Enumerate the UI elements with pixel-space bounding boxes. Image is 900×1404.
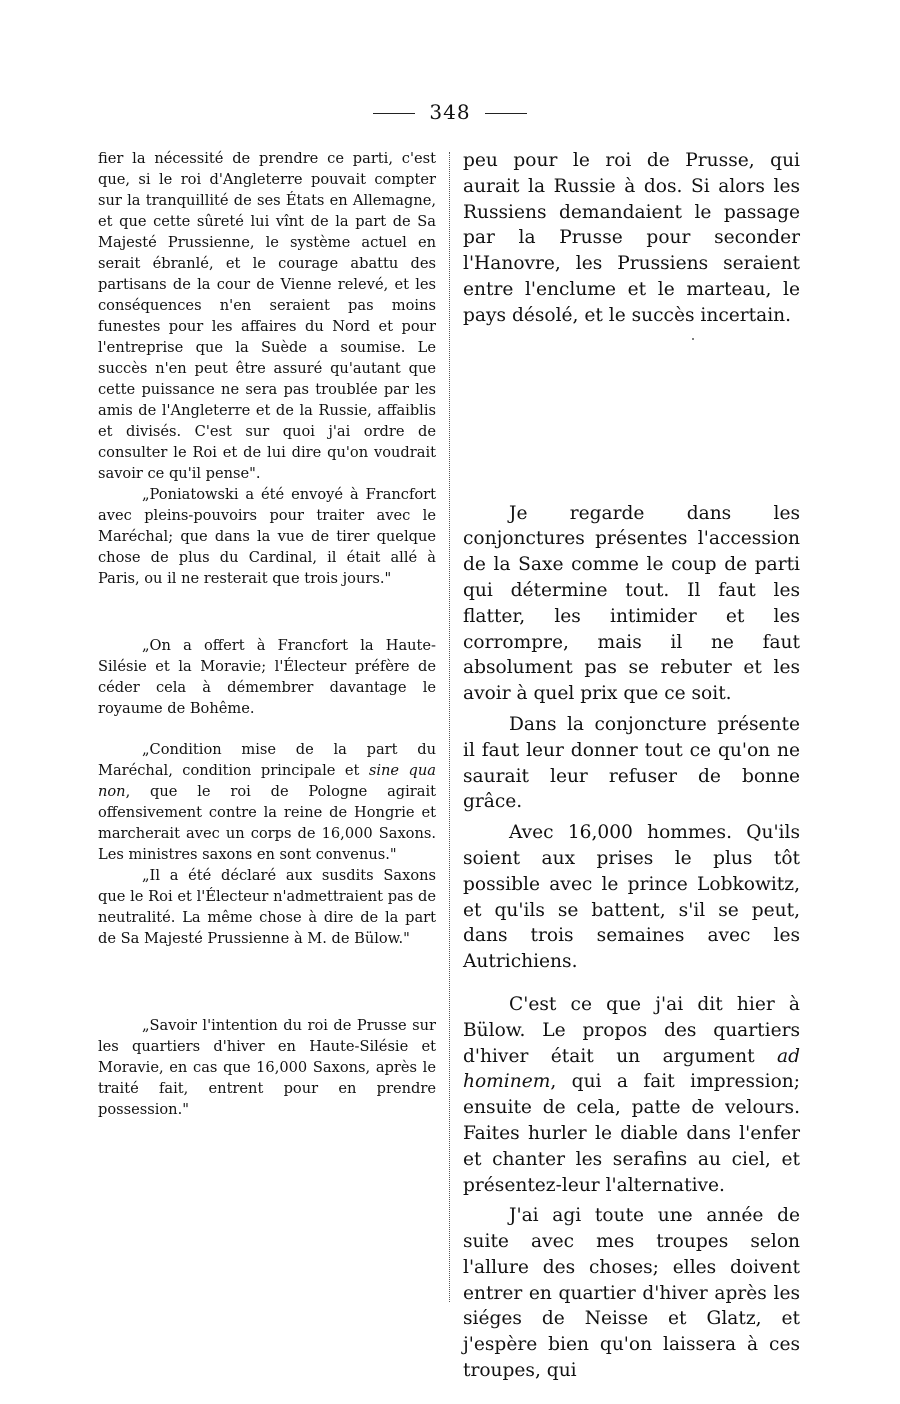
right-paragraph-6: J'ai agi toute une année de suite avec mes troupes selon l'allure des choses; elles doivent entrer en quartier d'hiver après les siéges de Neisse et Glatz, et j'espère bien qu'on laissera à ces troupes, qui [463, 1205, 800, 1382]
right-paragraph-3: Dans la conjoncture présente il faut leur donner tout ce qu'on ne saurait leur refuser de bonne grâce. [463, 713, 800, 813]
right-paragraph-5-text-a: C'est ce que j'ai dit hier à Bülow. Le propos des quartiers d'hiver était un argument [463, 993, 800, 1067]
left-paragraph-3: „On a offert à Francfort la Haute-Silésie et la Moravie; l'Électeur préfère de céder cela à démembrer davantage le royaume de Bohême. [98, 637, 436, 717]
header-rule-right [485, 113, 527, 114]
right-column [463, 148, 800, 1384]
left-paragraph-4-text-b: , que le roi de Pologne agirait offensivement contre la reine de Hongrie et marcherait avec un corps de 16,000 Saxons. Les ministres saxons en sont convenus." [98, 783, 436, 863]
right-paragraph-5-italic: ad hominem [463, 1045, 800, 1093]
page-number: 348 [429, 100, 471, 124]
left-paragraph-4 [98, 739, 436, 865]
right-paragraph-5-text-b: , qui a fait impression; ensuite de cela, patte de velours. Faites hurler le diable dans l'enfer et chanter les serafins au ciel, et présentez-leur l'alternative. [463, 1071, 800, 1196]
left-paragraph-1: fier la nécessité de prendre ce parti, c'est que, si le roi d'Angleterre pouvait compter sur la tranquillité de ses États en Allemagne, et que cette sûreté lui vînt de la part de Sa Majesté Prussienne, le système actuel en serait ébranlé, et le courage abattu des partisans de la cour de Vienne relevé, et les conséquences n'en seraient pas moins funestes pour les affaires du Nord et pour l'entreprise que la Suède a soumise. Le succès n'en peut être assuré qu'autant que cette puissance ne sera pas troublée par les amis de l'Angleterre et de la Russie, affaiblis et divisés. C'est sur quoi j'ai ordre de consulter le Roi et de lui dire qu'on voudrait savoir ce qu'il pense". [98, 150, 436, 482]
left-paragraph-2: „Poniatowski a été envoyé à Francfort avec pleins-pouvoirs pour traiter avec le Maréchal; que dans la vue de tirer quelque chose de plus du Cardinal, il était allé à Paris, ou il ne resterait que trois jours." [98, 486, 436, 587]
right-paragraph-5 [463, 992, 800, 1198]
left-column [98, 148, 436, 1120]
right-paragraph-1: peu pour le roi de Prusse, qui aurait la Russie à dos. Si alors les Russiens demandaient le passage par la Prusse pour seconder l'Hanovre, les Prussiens seraient entre l'enclume et le marteau, le pays désolé, et le succès incertain. [463, 150, 800, 326]
page-header [0, 100, 900, 124]
right-paragraph-2: Je regarde dans les conjonctures présentes l'accession de la Saxe comme le coup de parti qui détermine tout. Il faut les flatter, les intimider et les corrompre, mais il ne faut absolument pas se rebuter et les avoir à quel prix que ce soit. [463, 502, 800, 705]
left-paragraph-6: „Savoir l'intention du roi de Prusse sur les quartiers d'hiver en Haute-Silésie et Moravie, en cas que 16,000 Saxons, après le traité fait, entrent pour en prendre possession." [98, 1017, 436, 1118]
left-paragraph-4-italic: sine qua non [98, 762, 436, 800]
right-paragraph-4: Avec 16,000 hommes. Qu'ils soient aux prises le plus tôt possible avec le prince Lobkowitz, et qu'ils se battent, s'il se peut, dans trois semaines avec les Autrichiens. [463, 822, 800, 973]
left-paragraph-5: „Il a été déclaré aux susdits Saxons que le Roi et l'Électeur n'admettraient pas de neutralité. La même chose à dire de la part de Sa Majesté Prussienne à M. de Bülow." [98, 867, 436, 947]
column-divider [449, 152, 450, 1302]
left-paragraph-4-text-a: „Condition mise de la part du Maréchal, condition principale et [98, 741, 436, 779]
header-rule-left [373, 113, 415, 114]
